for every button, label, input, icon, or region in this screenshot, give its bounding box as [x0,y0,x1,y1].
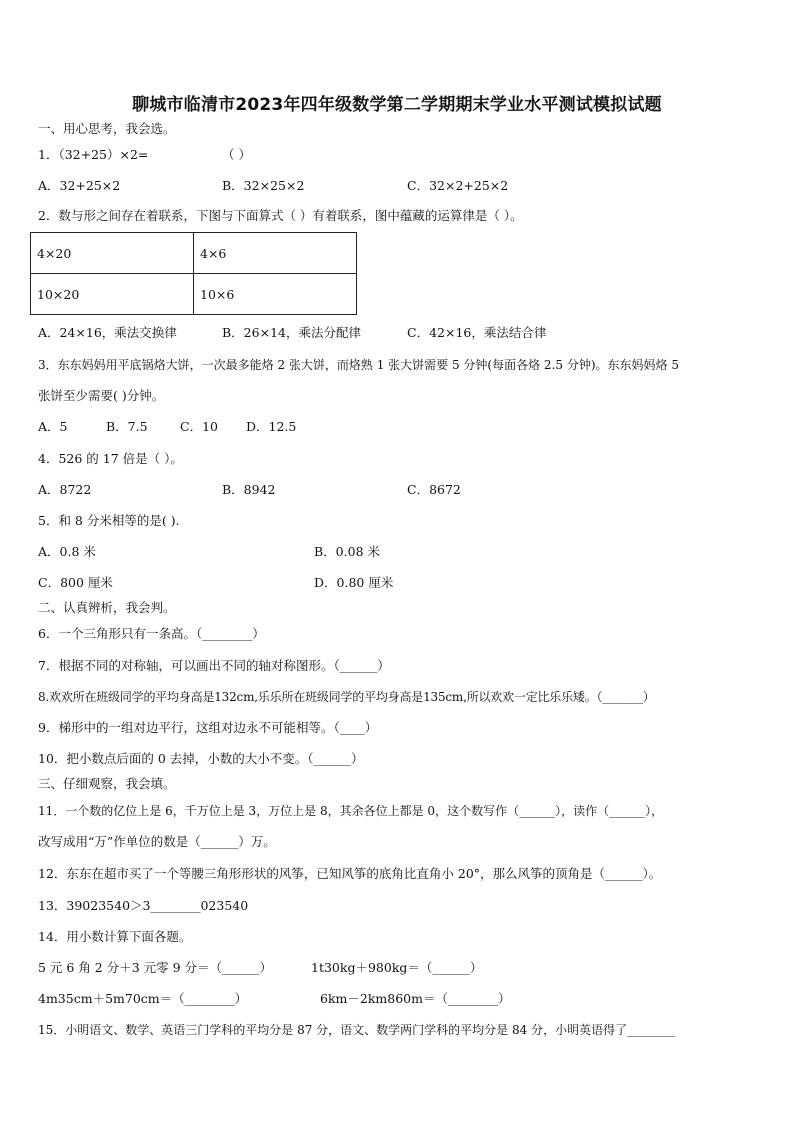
q2-option-a: A．24×16，乘法交换律 [38,325,177,340]
q14-stem: 14．用小数计算下面各题。 [38,929,192,944]
q5-option-a: A．0.8 米 [38,544,96,559]
q14-item-c: 4m35cm＋5m70cm＝（________） [38,991,248,1006]
q2-stem: 2．数与形之间存在着联系，下图与下面算式（ ）有着联系，图中蕴藏的运算律是（ ）。 [38,208,523,223]
q5-option-d: D．0.80 厘米 [314,575,394,590]
section-1-heading: 一、用心思考，我会选。 [38,121,176,136]
q14-item-a: 5 元 6 角 2 分＋3 元零 9 分＝（______） [38,960,273,975]
q3-option-d: D．12.5 [246,419,297,434]
q3-option-b: B．7.5 [106,419,148,434]
q1-option-a: A．32+25×2 [38,178,121,193]
q1-answer-paren: （ ） [222,147,251,162]
q3-line-2: 张饼至少需要( )分钟。 [38,388,165,403]
q4-stem: 4．526 的 17 倍是（ ）。 [38,451,183,466]
q4-option-c: C．8672 [407,482,461,497]
q10-stem: 10．把小数点后面的 0 去掉，小数的大小不变。（______） [38,751,364,766]
q14-item-d: 6km－2km860m＝（________） [320,991,511,1006]
q3-option-c: C．10 [180,419,218,434]
q1-option-b: B．32×25×2 [222,178,305,193]
q5-option-c: C．800 厘米 [38,575,113,590]
q7-stem: 7．根据不同的对称轴，可以画出不同的轴对称图形。（______） [38,658,390,673]
q2-option-b: B．26×14，乘法分配律 [222,325,361,340]
q11-line-1: 11．一个数的亿位上是 6，千万位上是 3，万位上是 8，其余各位上都是 0，这个数写作（______），读作（______）， [38,804,664,818]
q3-option-a: A．5 [38,419,68,434]
section-2-heading: 二、认真辨析，我会判。 [38,600,176,615]
q4-option-b: B．8942 [222,482,276,497]
q14-item-b: 1t30kg＋980kg＝（______） [311,960,483,975]
q15-stem: 15．小明语文、数学、英语三门学科的平均分是 87 分，语文、数学两门学科的平均分是 84 分，小明英语得了________ [38,1023,676,1037]
q1-option-c: C．32×2+25×2 [407,178,509,193]
q2-option-c: C．42×16，乘法结合律 [407,325,547,340]
grid-cell: 10×6 [194,274,357,315]
q9-stem: 9．梯形中的一组对边平行，这组对边永不可能相等。（____） [38,720,378,735]
grid-cell: 4×6 [194,233,357,274]
q8-stem: 8.欢欢所在班级同学的平均身高是132cm,乐乐所在班级同学的平均身高是135cm,所以欢欢一定比乐乐矮。（_______） [38,690,655,704]
q13-stem: 13．39023540＞3________023540 [38,898,249,913]
q11-line-2: 改写成用“万”作单位的数是（______）万。 [38,834,276,849]
grid-cell: 4×20 [31,233,194,274]
q1-stem: 1．（32+25）×2= [38,147,149,162]
page-title: 聊城市临清市2023年四年级数学第二学期期末学业水平测试模拟试题 [132,95,662,115]
q6-stem: 6．一个三角形只有一条高。（________） [38,626,265,641]
q3-line-1: 3．东东妈妈用平底锅烙大饼，一次最多能烙 2 张大饼，而烙熟 1 张大饼需要 5 分钟(每面各烙 2.5 分钟)。东东妈妈烙 5 [38,358,679,372]
section-3-heading: 三、仔细观察，我会填。 [38,776,176,791]
q5-stem: 5．和 8 分米相等的是( ). [38,513,180,528]
q4-option-a: A．8722 [38,482,92,497]
grid-cell: 10×20 [31,274,194,315]
q12-stem: 12．东东在超市买了一个等腰三角形形状的风筝，已知风筝的底角比直角小 20°，那么风筝的顶角是（______）。 [38,866,662,881]
q2-area-grid [30,232,357,315]
q5-option-b: B．0.08 米 [314,544,380,559]
